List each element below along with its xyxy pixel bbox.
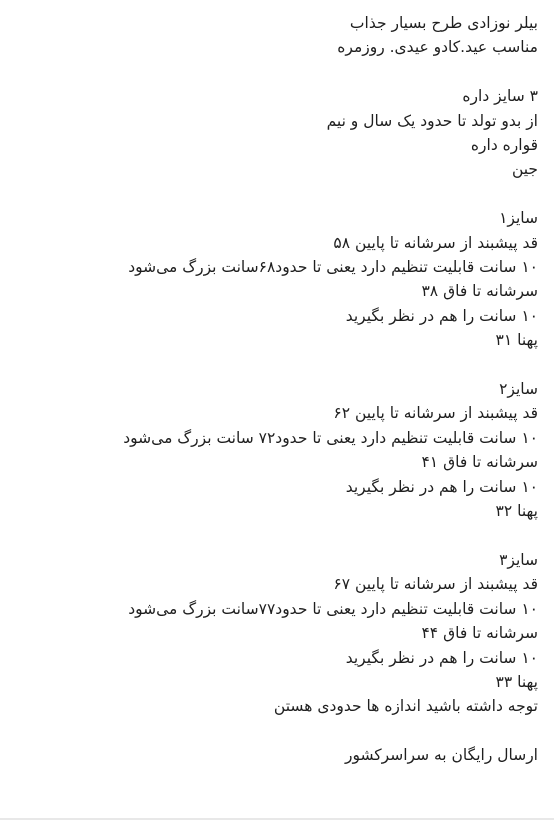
- text-line: قد پیشبند از سرشانه تا پایین ۶۲: [333, 404, 538, 423]
- text-line: قد پیشبند از سرشانه تا پایین ۶۷: [333, 575, 538, 594]
- size-2-paragraph: [0, 377, 538, 523]
- text-line: مناسب عید.کادو عیدی. روزمره: [337, 38, 538, 57]
- paragraph-gap: [0, 353, 538, 377]
- text-line: قد پیشبند از سرشانه تا پایین ۵۸: [333, 233, 538, 252]
- text-line: بیلر نوزادی طرح بسیار جذاب: [349, 14, 538, 32]
- size-note: توجه داشته باشید اندازه ها حدودی هستن: [273, 697, 538, 716]
- text-line: ۳ سایز داره: [462, 87, 538, 106]
- size-heading: سایز۱: [499, 209, 538, 228]
- text-line: ۱۰ سانت را هم در نظر بگیرید: [345, 477, 538, 496]
- shipping-paragraph: [0, 743, 538, 767]
- text-line: ۱۰ سانت قابلیت تنظیم دارد یعنی تا حدود۶۸سانت بزرگ می‌شود: [128, 258, 538, 277]
- general-info-paragraph: [0, 84, 538, 182]
- paragraph-gap: [0, 719, 538, 743]
- intro-paragraph: [0, 11, 538, 60]
- size-1-paragraph: [0, 206, 538, 352]
- text-line: سرشانه تا فاق ۴۴: [421, 624, 538, 643]
- shipping-note: ارسال رایگان به سراسرکشور: [344, 746, 538, 765]
- text-line: ۱۰ سانت قابلیت تنظیم دارد یعنی تا حدود۷۲ سانت بزرگ می‌شود: [123, 428, 538, 447]
- post-description: [0, 11, 538, 768]
- text-line: جین: [511, 160, 538, 179]
- text-line: پهنا ۳۱: [495, 331, 538, 350]
- paragraph-gap: [0, 182, 538, 206]
- text-line: ۱۰ سانت را هم در نظر بگیرید: [345, 648, 538, 667]
- text-line: قواره داره: [470, 136, 538, 155]
- text-line: ۱۰ سانت قابلیت تنظیم دارد یعنی تا حدود۷۷سانت بزرگ می‌شود: [128, 599, 538, 618]
- paragraph-gap: [0, 523, 538, 547]
- text-line: پهنا ۳۳: [495, 672, 538, 691]
- text-line: پهنا ۳۲: [495, 502, 538, 521]
- size-heading: سایز۳: [499, 550, 538, 569]
- text-line: سرشانه تا فاق ۳۸: [421, 282, 538, 301]
- size-3-paragraph: [0, 548, 538, 719]
- text-line: ۱۰ سانت را هم در نظر بگیرید: [345, 306, 538, 325]
- text-line: سرشانه تا فاق ۴۱: [421, 453, 538, 472]
- text-line: از بدو تولد تا حدود یک سال و نیم: [326, 111, 538, 130]
- paragraph-gap: [0, 60, 538, 84]
- size-heading: سایز۲: [499, 380, 538, 399]
